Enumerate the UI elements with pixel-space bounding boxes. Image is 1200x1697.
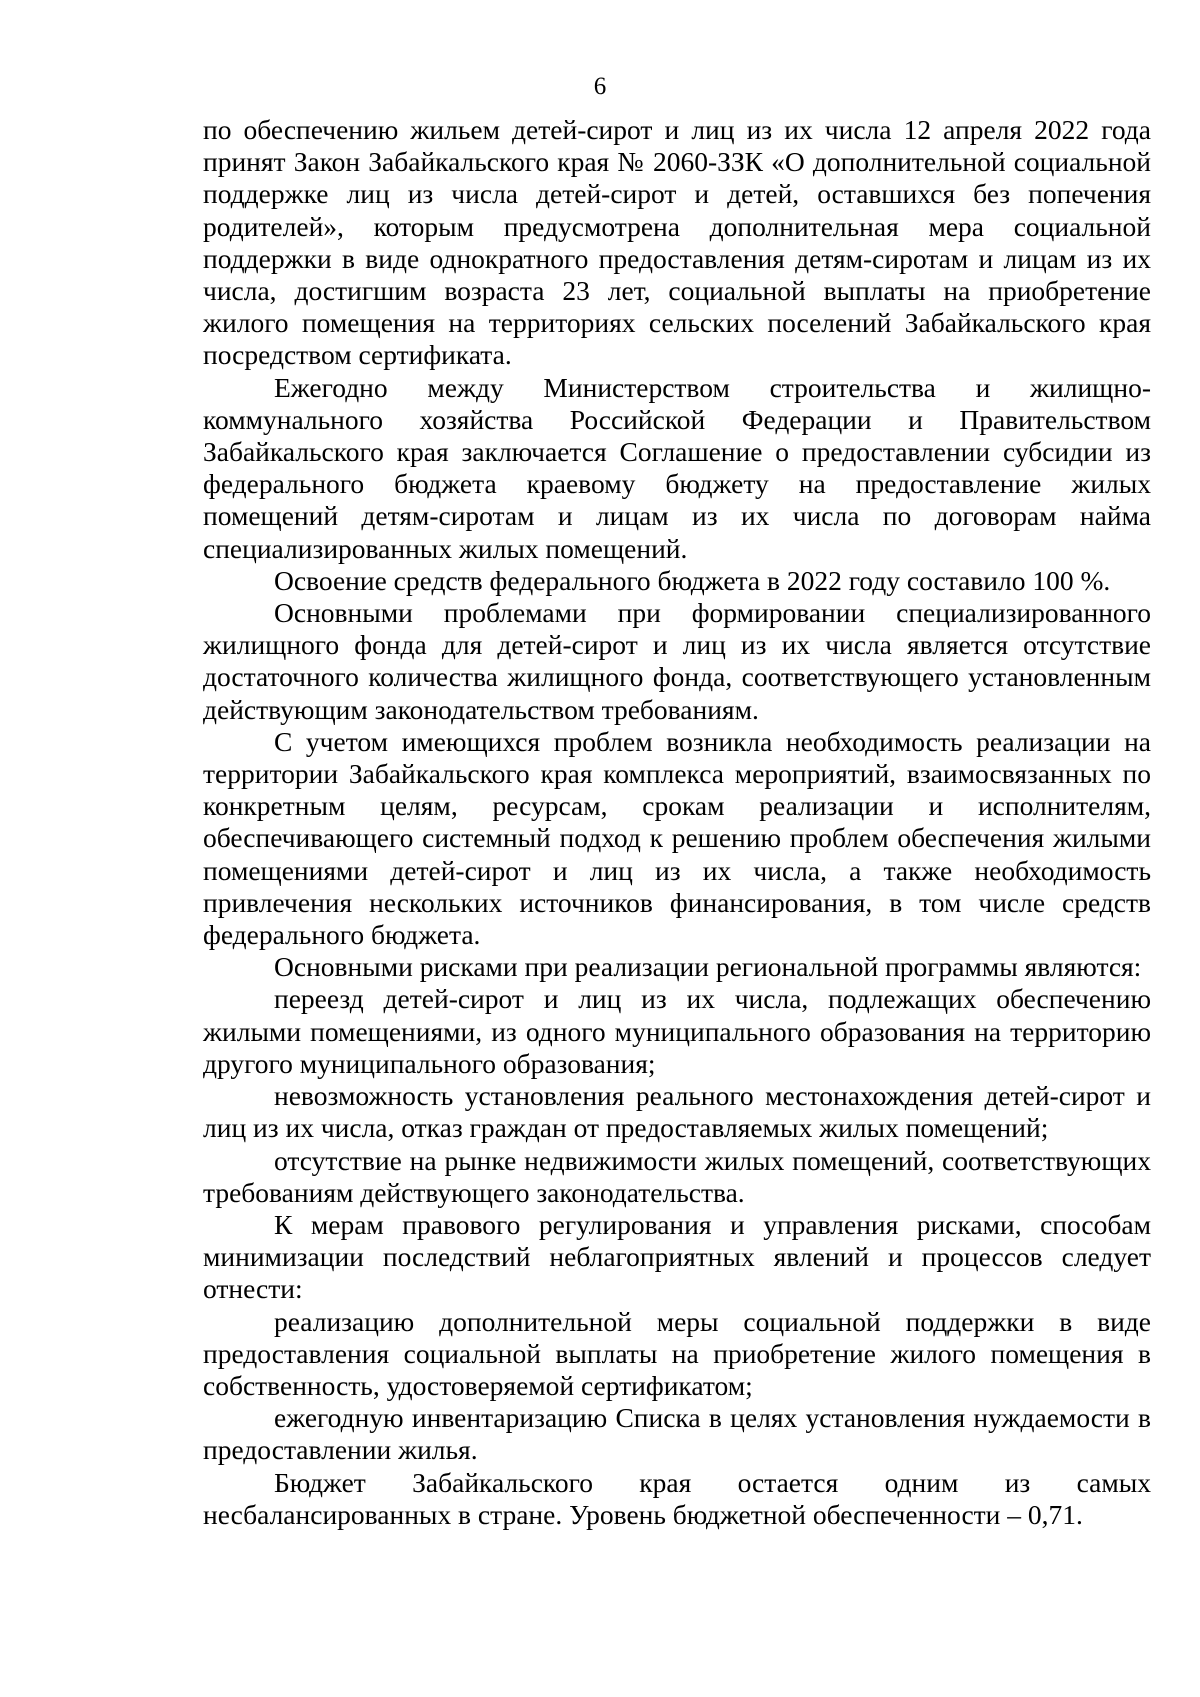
page-number: 6 <box>593 73 607 100</box>
paragraph-housing-law: по обеспечению жильем детей-сирот и лиц из их числа 12 апреля 2022 года принят Закон Забайкальского края № 2060-ЗЗК «О дополнительной социальной поддержке лиц из числа детей-сирот и детей, оставшихся без попечения родителей», которым предусмотрена дополнительная мера социальной поддержки в виде однократного предоставления детям-сиротам и лицам из их числа, достигшим возраста 23 лет, социальной выплаты на приобретение жилого помещения на территориях сельских поселений Забайкальского края посредством сертификата. <box>203 114 1151 371</box>
paragraph-risk-measures-intro: К мерам правового регулирования и управления рисками, способам минимизации последствий неблагоприятных явлений и процессов следует отнести: <box>203 1208 1151 1305</box>
measure-item-social-payment: реализацию дополнительной меры социальной поддержки в виде предоставления социальной выплаты на приобретение жилого помещения в собственность, удостоверяемой сертификатом; <box>203 1305 1151 1401</box>
risk-item-relocation: переезд детей-сирот и лиц из их числа, подлежащих обеспечению жилыми помещениями, из одного муниципального образования на территорию другого муниципального образования; <box>203 983 1151 1079</box>
paragraph-main-problems: Основными проблемами при формировании специализированного жилищного фонда для детей-сирот и лиц из их числа является отсутствие достаточного количества жилищного фонда, соответствующего установленным действующим законодательством требованиям. <box>203 597 1151 725</box>
paragraph-main-risks-intro: Основными рисками при реализации региональной программы являются: <box>274 951 1142 983</box>
measure-item-inventory: ежегодную инвентаризацию Списка в целях установления нуждаемости в предоставлении жилья. <box>203 1402 1151 1466</box>
paragraph-regional-budget: Бюджет Забайкальского края остается одним из самых несбалансированных в стране. Уровень бюджетной обеспеченности – 0,71. <box>203 1466 1151 1530</box>
paragraph-need-for-measures: С учетом имеющихся проблем возникла необходимость реализации на территории Забайкальского края комплекса мероприятий, взаимосвязанных по конкретным целям, ресурсам, срокам реализации и исполнителям, обеспечивающего системный подход к решению проблем обеспечения жилыми помещениями детей-сирот и лиц из их числа, а также необходимость привлечения нескольких источников финансирования, в том числе средств федерального бюджета. <box>203 725 1151 951</box>
paragraph-budget-execution: Освоение средств федерального бюджета в 2022 году составило 100 %. <box>274 564 1111 596</box>
risk-item-location-unknown: невозможность установления реального местонахождения детей-сирот и лиц из их числа, отказ граждан от предоставляемых жилых помещений; <box>203 1080 1151 1144</box>
document-body <box>203 114 1151 1531</box>
risk-item-no-housing: отсутствие на рынке недвижимости жилых помещений, соответствующих требованиям действующего законодательства. <box>203 1144 1151 1208</box>
paragraph-annual-agreement: Ежегодно между Министерством строительства и жилищно-коммунального хозяйства Российской Федерации и Правительством Забайкальского края заключается Соглашение о предоставлении субсидии из федерального бюджета краевому бюджету на предоставление жилых помещений детям-сиротам и лицам из их числа по договорам найма специализированных жилых помещений. <box>203 371 1151 564</box>
